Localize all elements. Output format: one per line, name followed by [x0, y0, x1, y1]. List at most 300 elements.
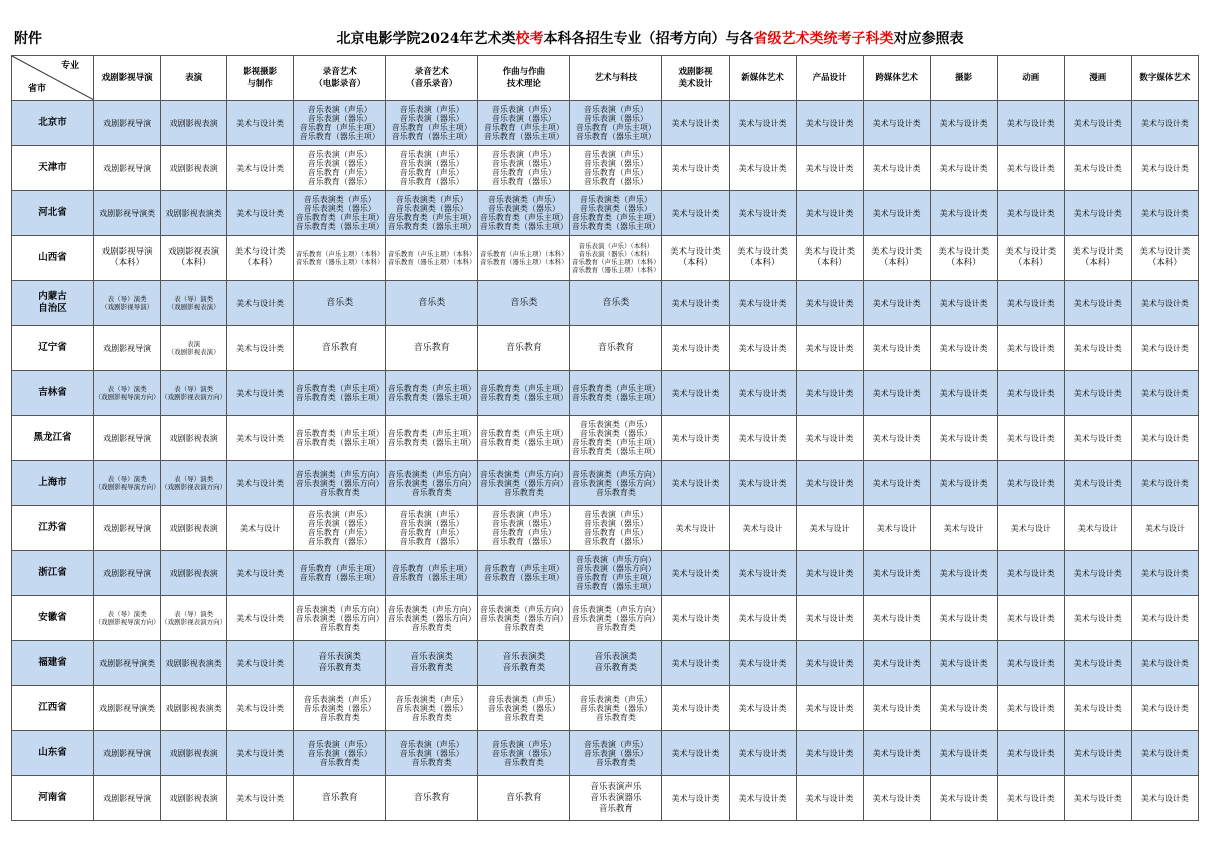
- category-cell: [1064, 506, 1131, 551]
- category-cell: [386, 731, 478, 776]
- category-text: 美术与设计类: [738, 613, 787, 623]
- category-cell: [796, 551, 863, 596]
- category-text: 美术与设计类: [1073, 298, 1122, 308]
- column-header: [729, 56, 796, 101]
- category-cell: [796, 686, 863, 731]
- table-row: [12, 551, 1199, 596]
- category-cell: [161, 281, 227, 326]
- category-text: 音乐教育（声乐主项）: [391, 123, 472, 132]
- category-cell: [161, 371, 227, 416]
- province-cell: [12, 326, 94, 371]
- column-header: [227, 56, 294, 101]
- category-cell: [570, 326, 662, 371]
- category-text: 音乐教育（声乐）: [491, 168, 556, 177]
- category-text: 美术与设计类: [671, 163, 720, 173]
- category-text: 美术与设计类: [1073, 388, 1122, 398]
- category-cell: [863, 506, 930, 551]
- category-text: 美术与设计类: [236, 208, 285, 218]
- category-text: 表（导）演类: [107, 610, 147, 618]
- column-header: [997, 56, 1064, 101]
- category-text: 美术与设计类: [1006, 478, 1055, 488]
- category-cell: [94, 371, 161, 416]
- category-cell: [729, 281, 796, 326]
- category-text: 音乐表演类（声乐方向）: [571, 469, 660, 479]
- category-text: 戏剧影视表演: [169, 568, 218, 578]
- province-name: 上海市: [38, 477, 67, 488]
- category-text: 美术与设计类: [738, 343, 787, 353]
- category-text: 美术与设计类: [805, 118, 854, 128]
- category-text: 音乐表演（声乐）: [491, 105, 556, 114]
- category-text: （戏剧影视导演方向）: [94, 393, 160, 401]
- province-name: 内蒙古: [38, 291, 67, 302]
- category-cell: [570, 461, 662, 506]
- category-text: 音乐教育（声乐）: [583, 168, 648, 177]
- category-text: 音乐表演类（声乐）: [579, 420, 652, 429]
- category-text: 戏剧影视导演: [103, 748, 152, 758]
- category-cell: [930, 506, 997, 551]
- category-cell: [662, 461, 729, 506]
- province-cell: [12, 506, 94, 551]
- category-cell: [930, 191, 997, 236]
- category-text: 表（导）演类: [107, 295, 147, 303]
- category-text: 美术与设计类: [236, 343, 285, 353]
- category-cell: [570, 281, 662, 326]
- category-cell: [1064, 551, 1131, 596]
- category-text: 美术与设计类: [805, 568, 854, 578]
- category-text: 美术与设计类: [805, 343, 854, 353]
- category-text: 美术与设计类: [1073, 343, 1122, 353]
- category-text: 音乐教育类: [595, 757, 636, 767]
- category-cell: [729, 236, 796, 281]
- column-header-text: 摄影: [955, 73, 973, 83]
- category-text: 音乐教育（器乐主项）: [483, 573, 564, 582]
- category-text: 美术与设计类: [738, 433, 787, 443]
- category-text: 美术与设计类: [738, 118, 787, 128]
- category-text: 美术与设计类: [804, 247, 856, 257]
- category-text: 音乐表演（声乐）: [491, 150, 556, 159]
- province-name: 江西省: [38, 702, 67, 713]
- category-text: 美术与设计类: [805, 613, 854, 623]
- category-cell: [294, 281, 386, 326]
- category-text: 美术与设计类: [1073, 658, 1122, 668]
- category-text: 美术与设计类: [939, 478, 988, 488]
- category-text: 音乐表演类（声乐）: [579, 694, 652, 704]
- category-cell: [227, 461, 294, 506]
- column-header-text: 艺术与科技: [594, 73, 638, 83]
- category-cell: [997, 326, 1064, 371]
- category-text: 美术与设计类: [1140, 793, 1189, 803]
- category-cell: [997, 686, 1064, 731]
- category-text: 美术与设计类: [939, 568, 988, 578]
- category-text: 音乐教育（器乐主项）: [299, 132, 380, 141]
- table-row: [12, 776, 1199, 821]
- category-cell: [662, 371, 729, 416]
- category-text: 音乐表演（器乐）: [583, 748, 648, 758]
- category-text: 美术与设计类: [872, 433, 921, 443]
- category-text: 美术与设计类: [939, 658, 988, 668]
- province-cell: [12, 146, 94, 191]
- category-text: 美术与设计类: [872, 388, 921, 398]
- category-text: 音乐教育类（声乐主项）: [295, 384, 384, 393]
- category-text: 音乐表演类（声乐）: [487, 195, 560, 204]
- category-text: 音乐教育（器乐主项）: [483, 132, 564, 141]
- title-part-3: 本科各招生专业（招考方向）与各: [543, 31, 754, 47]
- category-text: 音乐表演类（声乐方向）: [479, 604, 568, 614]
- category-cell: [227, 551, 294, 596]
- category-cell: [729, 191, 796, 236]
- corner-province-label: 省市: [28, 84, 47, 94]
- category-cell: [386, 461, 478, 506]
- category-text: （本科）: [176, 258, 211, 268]
- category-text: 美术与设计类: [805, 208, 854, 218]
- category-text: 表（导）演类: [107, 385, 147, 393]
- province-name: 山东省: [38, 747, 67, 758]
- category-text: 音乐教育（器乐主项）: [391, 573, 472, 582]
- category-text: 音乐教育（声乐主项）: [299, 123, 380, 132]
- category-text: 音乐教育类: [318, 663, 361, 673]
- table-row: [12, 416, 1199, 461]
- category-text: 美术与设计类: [872, 163, 921, 173]
- category-cell: [863, 416, 930, 461]
- category-cell: [662, 641, 729, 686]
- column-header-text: 数字媒体艺术: [1139, 73, 1191, 83]
- title-highlight-provincial-category: 省级艺术类统考子科类: [753, 31, 894, 47]
- province-name: 河南省: [38, 792, 67, 803]
- category-cell: [1131, 776, 1198, 821]
- category-cell: [729, 461, 796, 506]
- category-text: 美术与设计类: [236, 703, 285, 713]
- category-text: 音乐教育（声乐主项）: [575, 573, 656, 582]
- category-text: 美术与设计类: [671, 433, 720, 443]
- category-text: 音乐表演类（器乐方向）: [295, 613, 384, 623]
- category-text: 美术与设计类: [671, 793, 720, 803]
- category-text: 美术与设计类: [1140, 568, 1189, 578]
- category-text: 音乐教育: [597, 342, 634, 353]
- category-text: 美术与设计: [943, 523, 984, 533]
- category-text: 美术与设计类: [1006, 568, 1055, 578]
- category-cell: [227, 326, 294, 371]
- category-text: 音乐教育（器乐）: [307, 537, 372, 546]
- category-text: 戏剧影视表演: [169, 163, 218, 173]
- category-cell: [478, 776, 570, 821]
- category-cell: [570, 416, 662, 461]
- category-text: （戏剧影视表演方向）: [161, 618, 227, 626]
- category-text: 美术与设计类: [1140, 208, 1189, 218]
- category-text: 音乐表演类: [410, 652, 454, 662]
- category-text: 音乐教育: [413, 792, 450, 803]
- category-cell: [662, 776, 729, 821]
- column-header: [1131, 56, 1198, 101]
- category-text: 音乐表演（声乐）: [583, 739, 648, 749]
- category-text: 音乐教育类（器乐主项）: [295, 438, 384, 447]
- category-text: 音乐表演（声乐）: [307, 510, 372, 519]
- category-cell: [1131, 416, 1198, 461]
- category-text: 美术与设计类: [939, 703, 988, 713]
- category-text: 音乐表演类（器乐方向）: [571, 478, 660, 488]
- category-text: 美术与设计类: [236, 433, 285, 443]
- category-cell: [94, 686, 161, 731]
- category-cell: [94, 416, 161, 461]
- category-text: 美术与设计类: [1073, 613, 1122, 623]
- table-row: [12, 236, 1199, 281]
- category-text: 音乐表演类: [594, 652, 638, 662]
- category-text: 音乐表演类（器乐）: [395, 204, 468, 213]
- category-cell: [1131, 461, 1198, 506]
- category-text: 美术与设计类: [872, 703, 921, 713]
- category-text: 美术与设计类: [671, 118, 720, 128]
- title-part-5: 对应参照表: [893, 31, 964, 47]
- category-text: 音乐教育（器乐主项）: [575, 582, 656, 591]
- category-text: 音乐表演类（器乐）: [303, 703, 376, 713]
- category-text: 音乐教育（器乐）: [491, 177, 556, 186]
- category-cell: [161, 236, 227, 281]
- category-text: 美术与设计类: [738, 478, 787, 488]
- category-text: 美术与设计类: [939, 343, 988, 353]
- category-text: 美术与设计类: [805, 703, 854, 713]
- category-cell: [94, 776, 161, 821]
- category-text: 音乐表演（器乐方向）: [575, 564, 656, 573]
- column-header-text: 录音艺术: [322, 67, 357, 77]
- category-text: 音乐表演类: [318, 652, 361, 662]
- category-text: 美术与设计类: [738, 208, 787, 218]
- category-text: 美术与设计类: [236, 298, 285, 308]
- category-text: 音乐表演类（器乐方向）: [387, 478, 476, 488]
- category-cell: [478, 641, 570, 686]
- column-header-text: 与制作: [247, 79, 273, 89]
- province-name: 河北省: [38, 207, 67, 218]
- category-text: 戏剧影视导演: [103, 163, 152, 173]
- category-text: （戏剧影视导演方向）: [94, 483, 160, 491]
- category-text: 美术与设计类: [872, 478, 921, 488]
- corner-major-label: 专业: [61, 61, 80, 71]
- category-cell: [227, 371, 294, 416]
- category-text: （戏剧影视表演方向）: [161, 393, 227, 401]
- category-text: 音乐表演类（声乐）: [487, 694, 560, 704]
- province-name: 天津市: [38, 162, 67, 173]
- category-text: 美术与设计类: [1006, 613, 1055, 623]
- category-cell: [863, 461, 930, 506]
- category-text: 表（导）演类: [107, 475, 147, 483]
- category-text: （本科）: [110, 258, 145, 268]
- category-text: 音乐教育（声乐）: [307, 528, 372, 537]
- category-text: 音乐表演（声乐）: [583, 105, 648, 114]
- column-header-text: 录音艺术: [414, 67, 449, 77]
- category-text: 音乐表演类（器乐）: [487, 703, 560, 713]
- category-text: 美术与设计类: [236, 658, 285, 668]
- category-cell: [997, 281, 1064, 326]
- category-text: 音乐表演类（声乐方向）: [479, 469, 568, 479]
- category-cell: [294, 416, 386, 461]
- table-row: [12, 506, 1199, 551]
- category-text: 美术与设计类: [671, 343, 720, 353]
- province-cell: [12, 191, 94, 236]
- category-text: 音乐表演类: [502, 652, 546, 662]
- category-text: （戏剧影视导演）: [101, 303, 154, 311]
- category-cell: [662, 596, 729, 641]
- category-cell: [570, 551, 662, 596]
- category-cell: [729, 596, 796, 641]
- category-text: 音乐表演类（声乐方向）: [571, 604, 660, 614]
- province-name: 北京市: [38, 117, 67, 128]
- category-cell: [161, 776, 227, 821]
- category-cell: [997, 641, 1064, 686]
- category-text: 音乐教育（器乐）: [583, 177, 648, 186]
- category-cell: [386, 146, 478, 191]
- column-header: [863, 56, 930, 101]
- category-cell: [662, 686, 729, 731]
- category-cell: [796, 101, 863, 146]
- category-text: 美术与设计类: [1140, 703, 1189, 713]
- category-cell: [1131, 641, 1198, 686]
- category-text: 音乐教育类（声乐主项）: [295, 213, 384, 222]
- column-header: [294, 56, 386, 101]
- category-cell: [930, 146, 997, 191]
- category-cell: [161, 461, 227, 506]
- category-text: 音乐表演（器乐）: [399, 519, 464, 528]
- category-text: 音乐表演器乐: [590, 792, 642, 803]
- category-text: 戏剧影视导演类: [99, 703, 156, 713]
- category-text: 美术与设计: [876, 523, 917, 533]
- category-text: 美术与设计类: [939, 163, 988, 173]
- province-cell: [12, 101, 94, 146]
- category-text: 美术与设计类: [1140, 163, 1189, 173]
- category-cell: [1064, 416, 1131, 461]
- category-text: （戏剧影视导演方向）: [94, 618, 160, 626]
- column-header-text: （音乐录音）: [406, 79, 458, 89]
- category-text: 美术与设计类: [805, 433, 854, 443]
- category-text: 音乐教育类（声乐主项）: [295, 429, 384, 438]
- category-text: 音乐表演（器乐）: [583, 114, 648, 123]
- category-cell: [94, 731, 161, 776]
- category-text: 美术与设计类: [236, 163, 285, 173]
- category-cell: [94, 236, 161, 281]
- category-text: 美术与设计类: [805, 793, 854, 803]
- category-text: 音乐表演类（器乐）: [395, 703, 468, 713]
- category-text: 音乐表演（器乐）: [491, 748, 556, 758]
- category-text: 美术与设计类: [1006, 298, 1055, 308]
- category-text: 美术与设计类: [1140, 118, 1189, 128]
- province-cell: [12, 416, 94, 461]
- category-text: 戏剧影视表演类: [165, 208, 222, 218]
- category-text: 美术与设计类: [939, 388, 988, 398]
- category-text: 戏剧影视导演: [103, 523, 152, 533]
- category-text: （戏剧影视表演方向）: [161, 483, 227, 491]
- category-text: 美术与设计类: [1073, 568, 1122, 578]
- category-cell: [796, 776, 863, 821]
- category-text: 美术与设计类: [805, 478, 854, 488]
- category-text: （本科）: [678, 258, 713, 268]
- category-cell: [997, 731, 1064, 776]
- category-text: 音乐教育类（声乐主项）: [571, 384, 660, 393]
- category-text: 美术与设计类: [234, 247, 286, 257]
- category-cell: [478, 551, 570, 596]
- category-text: 戏剧影视导演: [103, 568, 152, 578]
- category-text: 音乐教育类（器乐主项）: [479, 438, 568, 447]
- category-cell: [570, 641, 662, 686]
- category-text: 音乐表演类（器乐）: [579, 204, 652, 213]
- category-text: 音乐教育类（声乐主项）: [571, 213, 660, 222]
- category-text: 音乐教育类（器乐主项）: [387, 393, 476, 402]
- category-cell: [227, 191, 294, 236]
- category-cell: [997, 551, 1064, 596]
- category-cell: [227, 641, 294, 686]
- category-cell: [386, 281, 478, 326]
- province-cell: [12, 731, 94, 776]
- category-text: 戏剧影视导演: [103, 793, 152, 803]
- category-cell: [478, 236, 570, 281]
- category-cell: [662, 191, 729, 236]
- category-text: 音乐教育类: [319, 622, 360, 632]
- category-text: 音乐教育类: [411, 487, 452, 497]
- category-cell: [386, 371, 478, 416]
- category-cell: [997, 416, 1064, 461]
- category-cell: [863, 101, 930, 146]
- category-text: 音乐教育（器乐主项）（本科）: [295, 258, 384, 266]
- table-row: [12, 191, 1199, 236]
- category-cell: [161, 191, 227, 236]
- column-header: [1064, 56, 1131, 101]
- category-text: 音乐教育（声乐主项）（本科）: [572, 258, 660, 266]
- category-cell: [662, 101, 729, 146]
- table-row: [12, 326, 1199, 371]
- category-text: 音乐类: [602, 297, 630, 308]
- category-cell: [729, 551, 796, 596]
- category-cell: [863, 326, 930, 371]
- category-cell: [294, 191, 386, 236]
- category-text: 戏剧影视导演类: [99, 208, 156, 218]
- column-header-text: 动画: [1022, 73, 1040, 83]
- category-text: 音乐教育（器乐主项）（本科）: [572, 266, 660, 274]
- category-cell: [1064, 191, 1131, 236]
- category-cell: [863, 371, 930, 416]
- category-cell: [796, 191, 863, 236]
- category-text: 音乐教育（声乐主项）: [391, 564, 472, 573]
- category-cell: [930, 281, 997, 326]
- table-body: [12, 101, 1199, 821]
- category-text: 音乐表演类（声乐方向）: [387, 604, 476, 614]
- category-cell: [161, 326, 227, 371]
- category-text: 音乐教育类（器乐主项）: [479, 222, 568, 231]
- category-cell: [294, 101, 386, 146]
- category-cell: [94, 326, 161, 371]
- category-cell: [1131, 191, 1198, 236]
- category-text: 美术与设计类: [1073, 118, 1122, 128]
- category-text: 美术与设计: [1010, 523, 1051, 533]
- category-cell: [478, 101, 570, 146]
- category-text: 音乐类: [510, 297, 538, 308]
- category-cell: [930, 596, 997, 641]
- category-cell: [478, 146, 570, 191]
- category-cell: [1131, 596, 1198, 641]
- province-cell: [12, 236, 94, 281]
- category-text: 音乐教育类: [411, 712, 452, 722]
- category-cell: [1131, 371, 1198, 416]
- category-cell: [161, 416, 227, 461]
- category-text: 美术与设计类: [738, 658, 787, 668]
- category-cell: [294, 686, 386, 731]
- category-text: 美术与设计类: [1140, 478, 1189, 488]
- category-text: 美术与设计类: [738, 793, 787, 803]
- category-text: 音乐表演（声乐）: [583, 510, 648, 519]
- category-text: 音乐教育（器乐）: [399, 537, 464, 546]
- category-text: 音乐教育类（声乐主项）: [387, 384, 476, 393]
- category-cell: [1064, 596, 1131, 641]
- category-cell: [294, 236, 386, 281]
- category-cell: [478, 506, 570, 551]
- category-text: 美术与设计类: [1073, 433, 1122, 443]
- category-text: 美术与设计类: [872, 298, 921, 308]
- category-cell: [930, 731, 997, 776]
